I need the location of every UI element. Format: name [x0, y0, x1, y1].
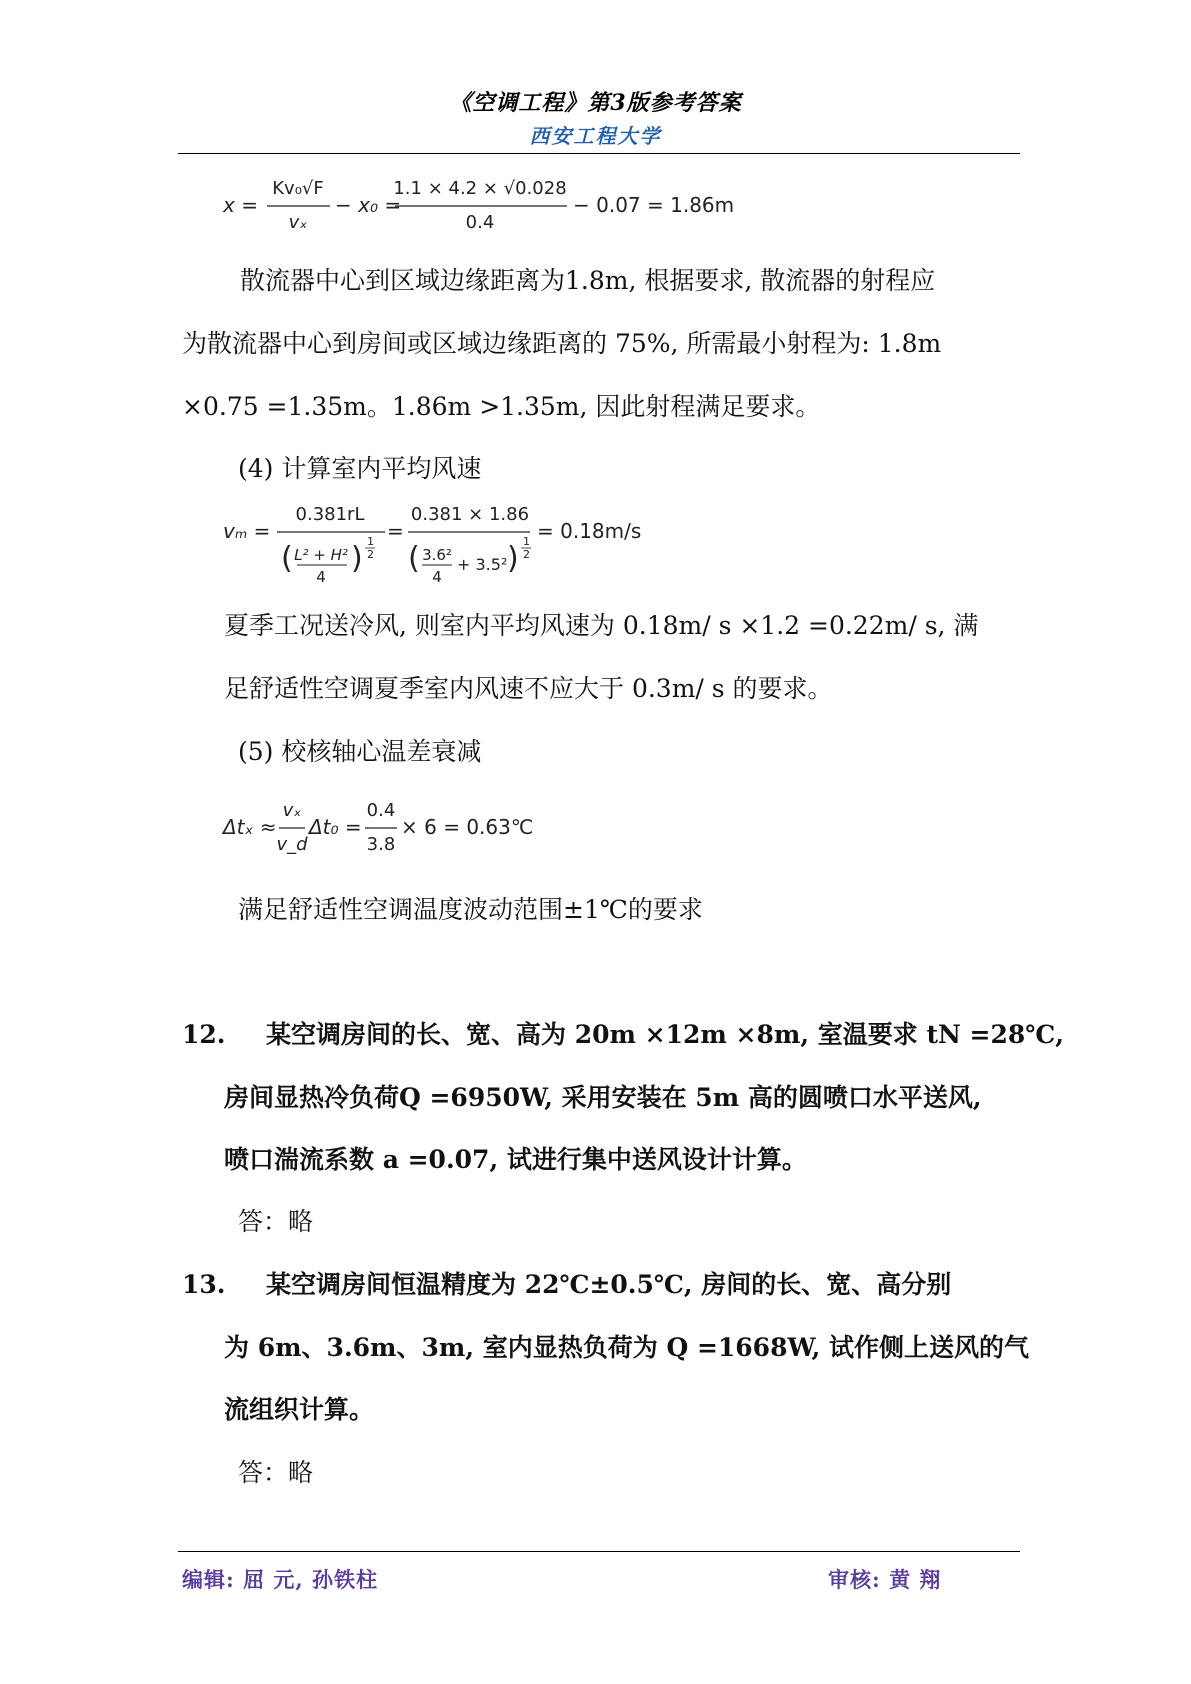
- formula1-num2: 1.1 × 4.2 × √0.028: [393, 178, 567, 199]
- formula3-den1: v_d: [276, 834, 308, 855]
- para3-line1: 满足舒适性空调温度波动范围±1℃的要求: [238, 895, 703, 924]
- formula1-minus-x0: − x₀ =: [335, 193, 402, 217]
- formula2-tail: = 0.18m/s: [537, 519, 642, 543]
- header-title: 《空调工程》第3版参考答案: [449, 90, 742, 116]
- formula2-exp2-num: 1: [523, 535, 530, 548]
- footer-editor: 编辑: 屈 元, 孙铁柱: [182, 1567, 378, 1592]
- formula2-exp1-den: 2: [367, 548, 374, 561]
- formula2-lparen1: (: [281, 541, 293, 576]
- step5-label: (5) 校核轴心温差衰减: [238, 737, 482, 766]
- formula1-num1: Kv₀√F: [272, 178, 324, 199]
- formula2-eq: =: [387, 519, 404, 543]
- formula2-lhs: vₘ =: [223, 519, 271, 543]
- q12-answer: 答：略: [238, 1207, 314, 1236]
- q13-line1: 某空调房间恒温精度为 22℃±0.5℃, 房间的长、宽、高分别: [266, 1270, 952, 1299]
- q13-line2: 为 6m、3.6m、3m, 室内显热负荷为 Q =1668W, 试作侧上送风的气: [224, 1333, 1030, 1362]
- q12-line1: 某空调房间的长、宽、高为 20m ×12m ×8m, 室温要求 tN =28℃,: [266, 1020, 1064, 1049]
- q13-number: 13.: [182, 1270, 226, 1299]
- formula3-den2: 3.8: [366, 834, 396, 855]
- q12-line2: 房间显热冷负荷Q =6950W, 采用安装在 5m 高的圆喷口水平送风,: [224, 1083, 982, 1112]
- formula2-rparen2: ): [507, 541, 519, 576]
- formula-throw-distance: [215, 172, 735, 238]
- formula3-num1: vₓ: [282, 800, 302, 821]
- formula1-tail: − 0.07 = 1.86m: [573, 193, 735, 217]
- q12-line3: 喷口湍流系数 a =0.07, 试进行集中送风设计计算。: [224, 1145, 807, 1174]
- formula2-den1-four: 4: [316, 568, 326, 586]
- formula2-den2-frac-den: 4: [432, 568, 442, 586]
- formula2-rparen1: ): [351, 541, 363, 576]
- formula2-exp2-den: 2: [523, 548, 530, 561]
- q13-line3: 流组织计算。: [224, 1395, 375, 1424]
- step4-label: (4) 计算室内平均风速: [238, 454, 482, 483]
- formula1-lhs: x =: [223, 193, 258, 217]
- formula2-den1-inner: L² + H²: [294, 546, 348, 564]
- formula2-num2: 0.381 × 1.86: [410, 504, 530, 525]
- formula-mean-velocity: [215, 498, 675, 598]
- formula2-num1: 0.381rL: [295, 504, 365, 525]
- formula3-num2: 0.4: [366, 800, 396, 821]
- para2-line1: 夏季工况送冷风, 则室内平均风速为 0.18m/ s ×1.2 =0.22m/ s, 满: [224, 611, 979, 640]
- footer-reviewer: 审核: 黄 翔: [828, 1567, 942, 1592]
- header-subtitle: 西安工程大学: [529, 124, 662, 148]
- para1-line1: 散流器中心到区域边缘距离为1.8m, 根据要求, 散流器的射程应: [240, 266, 936, 295]
- para1-line2: 为散流器中心到房间或区域边缘距离的 75%, 所需最小射程为: 1.8m: [182, 329, 942, 358]
- para1-line3: ×0.75 =1.35m。1.86m >1.35m, 因此射程满足要求。: [182, 392, 821, 421]
- formula1-den2: 0.4: [465, 212, 495, 233]
- formula-temperature-decay: [215, 796, 535, 862]
- formula3-lhs: Δtₓ ≈: [223, 815, 277, 839]
- formula3-mid: Δt₀ =: [309, 815, 362, 839]
- formula3-tail: × 6 = 0.63℃: [401, 815, 534, 839]
- formula2-lparen2: (: [408, 541, 420, 576]
- formula1-den1: vₓ: [288, 212, 308, 233]
- formula2-den2-frac-num: 3.6²: [422, 546, 452, 564]
- header-rule: [178, 153, 1020, 154]
- q13-answer: 答：略: [238, 1458, 314, 1487]
- para2-line2: 足舒适性空调夏季室内风速不应大于 0.3m/ s 的要求。: [224, 674, 833, 703]
- formula2-exp1-num: 1: [367, 535, 374, 548]
- footer-rule: [178, 1551, 1020, 1552]
- formula2-den2-plus: + 3.5²: [457, 555, 508, 574]
- q12-number: 12.: [182, 1020, 226, 1049]
